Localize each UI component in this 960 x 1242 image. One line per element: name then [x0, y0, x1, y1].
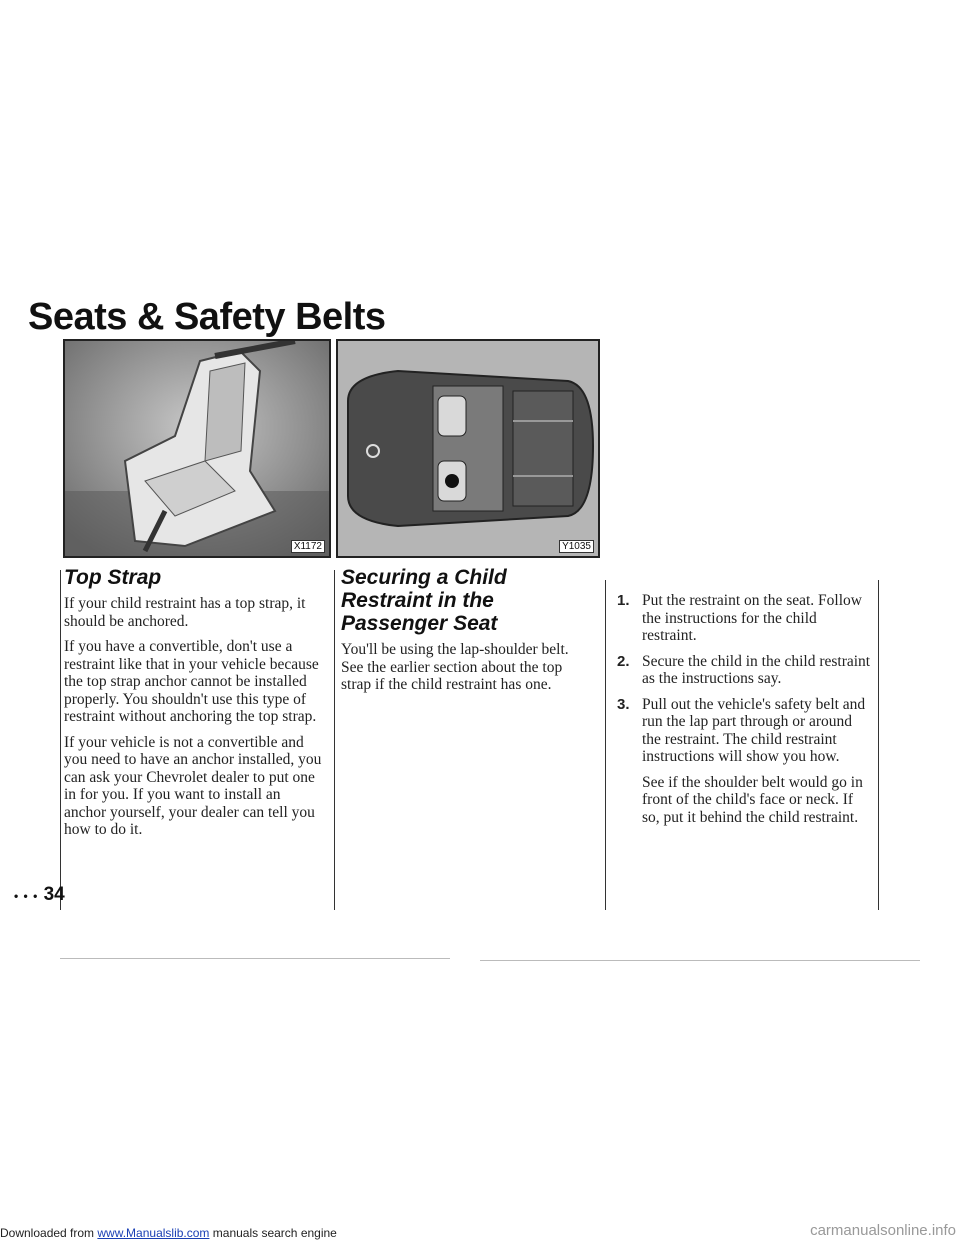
- scan-line: [480, 960, 920, 961]
- paragraph: If your vehicle is not a convertible and you need to have an anchor installed, you can ask your Chevrolet dealer to put one in for you. If you want to install an anchor yourself, your dealer can tell you how to do it.: [64, 733, 322, 838]
- section-title: Seats & Safety Belts: [28, 296, 386, 338]
- scan-line: [60, 958, 450, 959]
- column-rule: [334, 570, 335, 910]
- paragraph: If you have a convertible, don't use a restraint like that in your vehicle because the top strap anchor cannot be installed properly. You shouldn't use this type of restraint without anchoring the top strap.: [64, 638, 319, 725]
- figure-code: X1172: [291, 540, 325, 553]
- convertible-car-top-view-icon: [338, 341, 598, 556]
- heading-top-strap: Top Strap: [64, 566, 162, 589]
- paragraph: If your child restraint has a top strap, it should be anchored.: [64, 595, 306, 630]
- download-footer: Downloaded from www.Manualslib.com manuals search engine: [0, 1226, 337, 1240]
- manualslib-link[interactable]: www.Manualslib.com: [97, 1226, 210, 1240]
- child-seat-illustration-icon: [65, 341, 329, 556]
- heading-securing-child-restraint: Securing a Child Restraint in the Passenger Seat: [341, 566, 507, 635]
- page-number: • • • 34: [14, 884, 65, 905]
- left-column: [64, 566, 326, 847]
- steps-list: [612, 592, 874, 766]
- column-rule: [605, 580, 606, 910]
- column-rule: [878, 580, 879, 910]
- step-note: See if the shoulder belt would go in front of the child's face or neck. If so, put it behind the child restraint.: [642, 773, 863, 826]
- step-item: 3. Pull out the vehicle's safety belt and run the lap part through or around the restraint. The child restraint instructions will show you how.: [617, 695, 866, 765]
- column-rule: [60, 570, 61, 910]
- step-item: 1. Put the restraint on the seat. Follow the instructions for the child restraint.: [617, 592, 862, 644]
- car-top-view-figure: [336, 339, 600, 558]
- figure-code: Y1035: [559, 540, 594, 553]
- right-column: [612, 592, 874, 834]
- middle-column: [341, 566, 586, 702]
- child-seat-figure: [63, 339, 331, 558]
- paragraph: You'll be using the lap-shoulder belt. See the earlier section about the top strap if the child restraint has one.: [341, 641, 569, 693]
- watermark: carmanualsonline.info: [810, 1222, 956, 1239]
- step-item: 2. Secure the child in the child restraint as the instructions say.: [617, 652, 871, 687]
